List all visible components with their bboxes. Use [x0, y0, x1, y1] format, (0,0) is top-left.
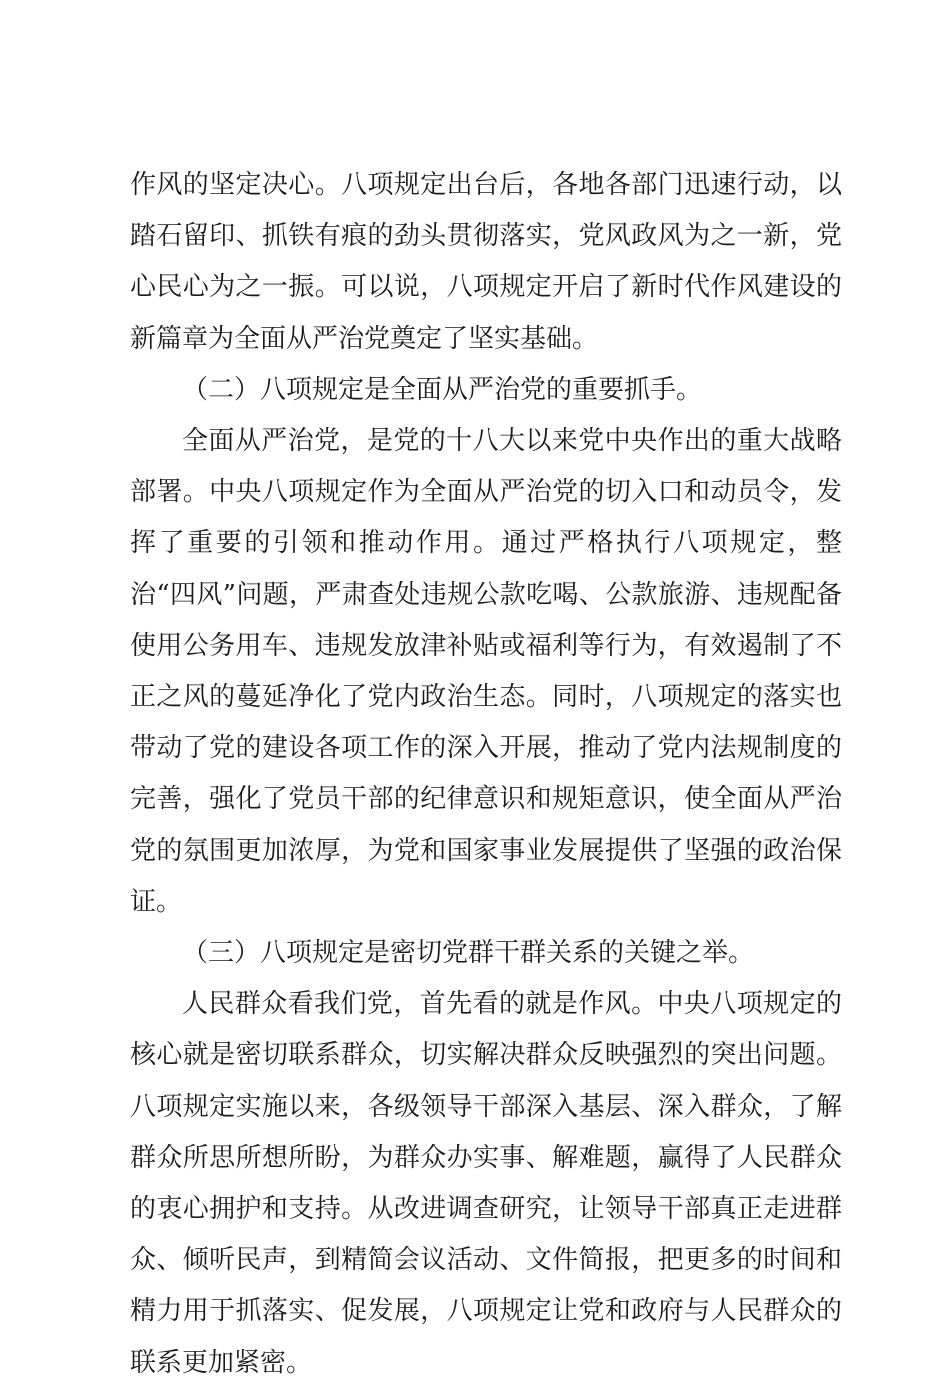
paragraph-continuation: 作风的坚定决心。八项规定出台后，各地各部门迅速行动，以踏石留印、抓铁有痕的劲头贯彻落实，党风政风为之一新，党心民心为之一振。可以说，八项规定开启了新时代作风建设的新篇章为全面从严治党奠定了坚实基础。: [130, 170, 842, 354]
paragraph-body-3: 人民群众看我们党，首先看的就是作风。中央八项规定的核心就是密切联系群众，切实解决群众反映强烈的突出问题。八项规定实施以来，各级领导干部深入基层、深入群众，了解群众所思所想所盼，为群众办实事、解难题，赢得了人民群众的衷心拥护和支持。从改进调查研究，让领导干部真正走进群众、倾听民声，到精简会议活动、文件简报，把更多的时间和精力用于抓落实、促发展，八项规定让党和政府与人民群众的联系更加紧密。: [130, 989, 842, 1378]
paragraph-body-2: 全面从严治党，是党的十八大以来党中央作出的重大战略部署。中央八项规定作为全面从严治党的切入口和动员令，发挥了重要的引领和推动作用。通过严格执行八项规定，整治“四风”问题，严肃查处违规公款吃喝、公款旅游、违规配备使用公务用车、违规发放津补贴或福利等行为，有效遏制了不正之风的蔓延净化了党内政治生态。同时，八项规定的落实也带动了党的建设各项工作的深入开展，推动了党内法规制度的完善，强化了党员干部的纪律意识和规矩意识，使全面从严治党的氛围更加浓厚，为党和国家事业发展提供了坚强的政治保证。: [130, 426, 842, 917]
section-heading-3: （三）八项规定是密切党群干群关系的关键之举。: [182, 938, 755, 969]
document-body: [130, 160, 842, 1389]
section-heading-2: （二）八项规定是全面从严治党的重要抓手。: [182, 374, 703, 405]
